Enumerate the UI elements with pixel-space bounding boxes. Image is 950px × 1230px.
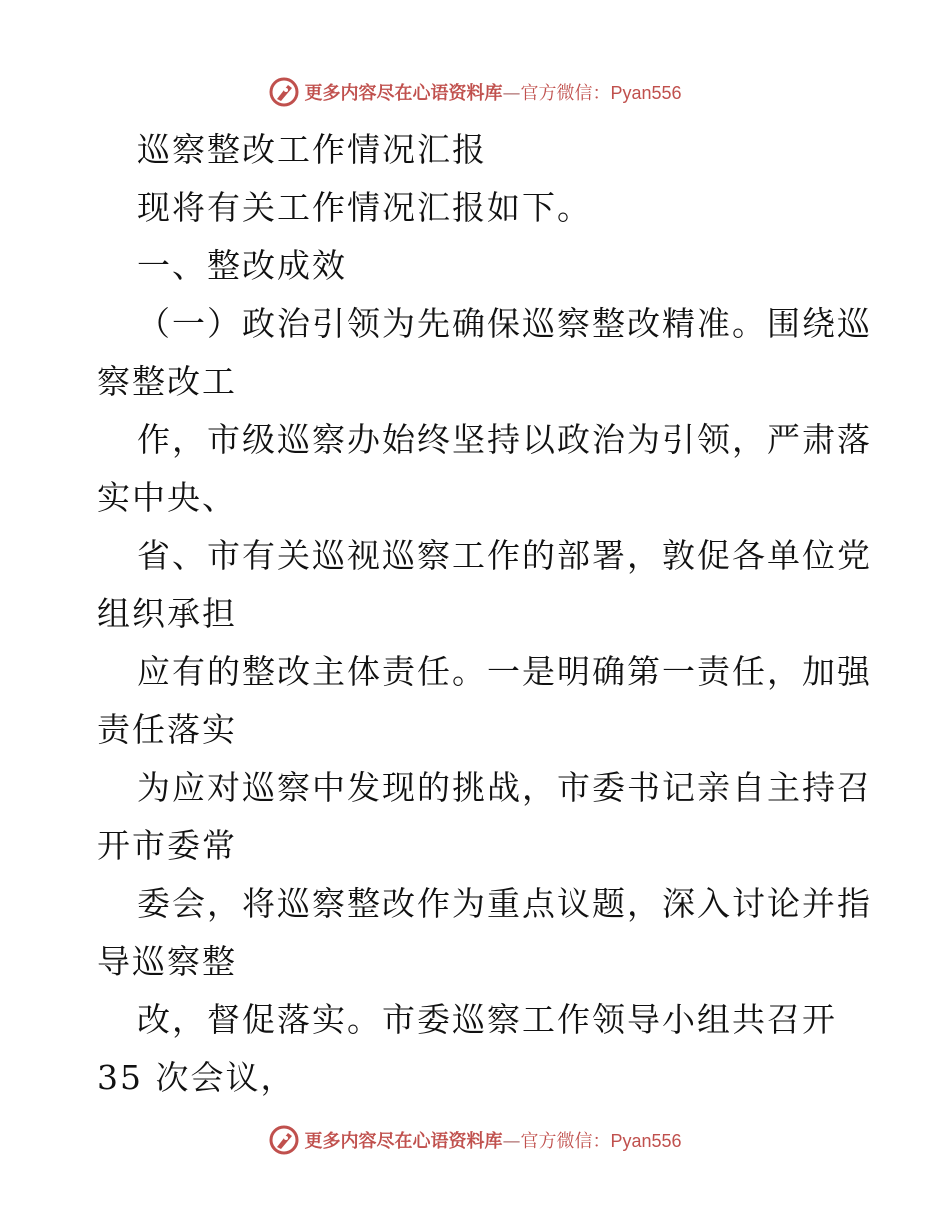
document-body — [97, 121, 872, 1107]
watermark-text — [304, 79, 681, 105]
text-line: 35 次会议， — [97, 1058, 296, 1097]
header-watermark — [0, 72, 950, 112]
text-line: 应有的整改主体责任。一是明确第一责任，加强 — [137, 652, 872, 691]
watermark-handle: Pyan556 — [610, 83, 682, 103]
watermark-site: 更多内容尽在心语资料库 — [304, 83, 503, 104]
text-line: 现将有关工作情况汇报如下。 — [137, 188, 592, 227]
watermark-handle: Pyan556 — [610, 1131, 682, 1151]
text-line: 一、整改成效 — [137, 246, 347, 285]
text-line: 组织承担 — [97, 594, 237, 633]
pen-nib-circle-icon — [268, 76, 300, 108]
pen-nib-circle-icon — [268, 1124, 300, 1156]
text-line: 省、市有关巡视巡察工作的部署，敦促各单位党 — [137, 536, 872, 575]
text-line: （一）政治引领为先确保巡察整改精准。围绕巡 — [137, 304, 872, 343]
text-line: 察整改工 — [97, 362, 237, 401]
text-line: 为应对巡察中发现的挑战，市委书记亲自主持召 — [137, 768, 872, 807]
watermark-text — [304, 1127, 681, 1153]
footer-watermark — [0, 1120, 950, 1160]
text-line: 巡察整改工作情况汇报 — [137, 130, 487, 169]
text-line: 导巡察整 — [97, 942, 237, 981]
watermark-separator: — — [502, 83, 521, 104]
text-line: 实中央、 — [97, 478, 237, 517]
text-line: 开市委常 — [97, 826, 237, 865]
watermark-label: 官方微信： — [520, 83, 611, 104]
watermark-label: 官方微信： — [520, 1131, 611, 1152]
text-line: 委会，将巡察整改作为重点议题，深入讨论并指 — [137, 884, 872, 923]
watermark-separator: — — [502, 1131, 521, 1152]
text-line: 作，市级巡察办始终坚持以政治为引领，严肃落 — [137, 420, 872, 459]
text-line: 责任落实 — [97, 710, 237, 749]
watermark-site: 更多内容尽在心语资料库 — [304, 1131, 503, 1152]
text-line: 改，督促落实。市委巡察工作领导小组共召开 — [137, 1000, 837, 1039]
